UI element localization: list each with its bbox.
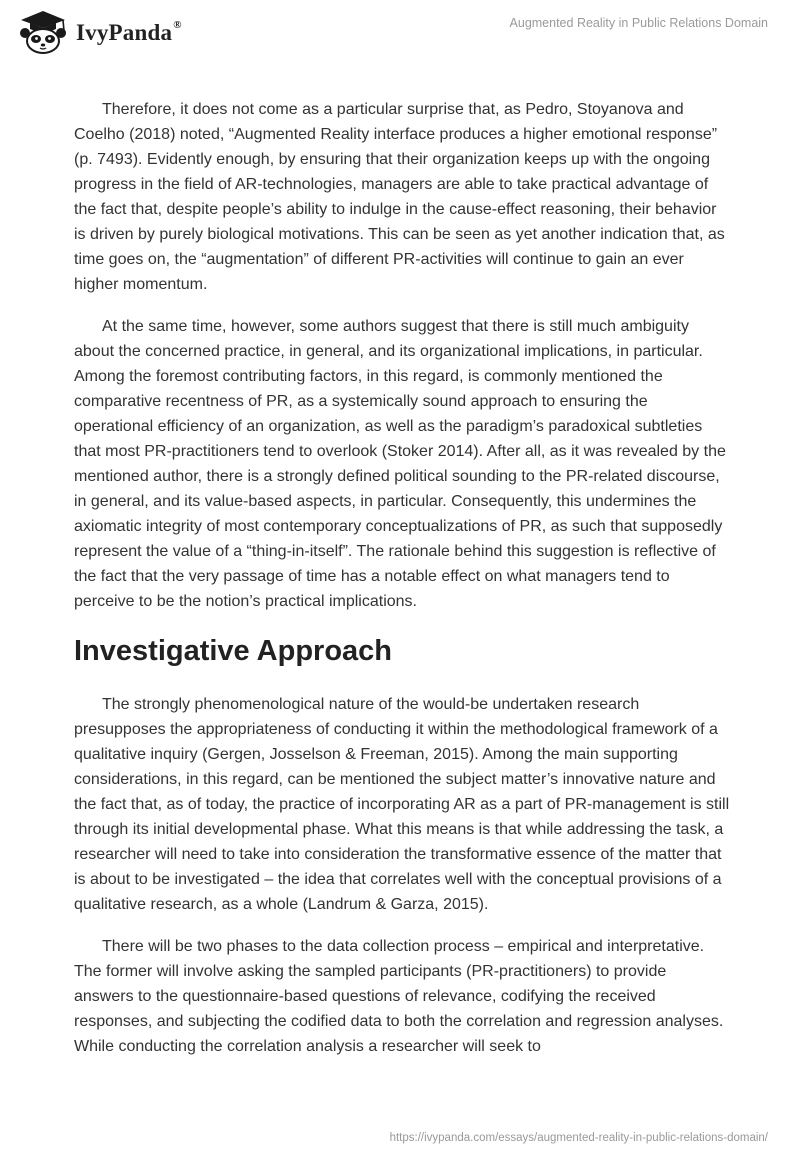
source-url[interactable]: https://ivypanda.com/essays/augmented-reality-in-public-relations-domain/ — [389, 1132, 768, 1144]
body-paragraph: At the same time, however, some authors suggest that there is still much ambiguity about the concerned practice, in general, and its organizational implications, in particular. Among the foremost contributing factors, in this regard, is commonly mentioned the comparative recentness of PR, as a systemically sound approach to ensuring the operational efficiency of an organization, as well as the paradigm’s paradoxical subtleties that most PR-practitioners tend to overlook (Stoker 2014). After all, as it was revealed by the mentioned author, there is a strongly defined political sounding to the PR-related discourse, in general, and its value-based aspects, in particular. Consequently, this undermines the axiomatic integrity of most contemporary conceptualizations of PR, as such that supposedly represent the value of a “thing-in-itself”. The rationale behind this suggestion is reflective of the fact that the very passage of time has a notable effect on what managers tend to perceive to be the notion’s practical implications. — [74, 318, 726, 610]
brand-logo[interactable] — [14, 9, 182, 55]
body-paragraph: Therefore, it does not come as a particular surprise that, as Pedro, Stoyanova and Coelho (2018) noted, “Augmented Reality interface produces a higher emotional response” (p. 7493). Evidently enough, by ensuring that their organization keeps up with the ongoing progress in the field of AR-technologies, managers are able to take practical advantage of the fact that, despite people’s ability to indulge in the cause-effect reasoning, their behavior is driven by purely biological motivations. This can be seen as yet another indication that, as time goes on, the “augmentation” of different PR-activities will continue to gain an ever higher momentum. — [74, 101, 725, 293]
body-paragraph: There will be two phases to the data collection process – empirical and interpretative. The former will involve asking the sampled participants (PR-practitioners) to provide answers to the questionnaire-based questions of relevance, codifying the received responses, and subjecting the codified data to both the correlation and regression analyses. While conducting the correlation analysis a researcher will seek to — [74, 938, 724, 1055]
registered-mark: ® — [173, 19, 182, 32]
body-paragraph: The strongly phenomenological nature of the would-be undertaken research presupposes the appropriateness of conducting it within the methodological framework of a qualitative inquiry (Gergen, Josselson & Freeman, 2015). Among the main supporting considerations, in this regard, can be mentioned the subject matter’s innovative nature and the fact that, as of today, the practice of incorporating AR as a part of PR-management is still through its initial developmental phase. What this means is that while addressing the task, a researcher will need to take into consideration the transformative essence of the matter that is about to be investigated – the idea that correlates well with the conceptual provisions of a qualitative research, as a whole (Landrum & Garza, 2015). — [74, 696, 730, 913]
essay-content — [74, 97, 730, 1059]
brand-name: IvyPanda® — [76, 19, 182, 45]
panda-graduate-icon — [14, 9, 72, 55]
page-header — [0, 0, 800, 60]
section-heading: Investigative Approach — [74, 635, 393, 667]
document-title: Augmented Reality in Public Relations Domain — [509, 16, 768, 30]
